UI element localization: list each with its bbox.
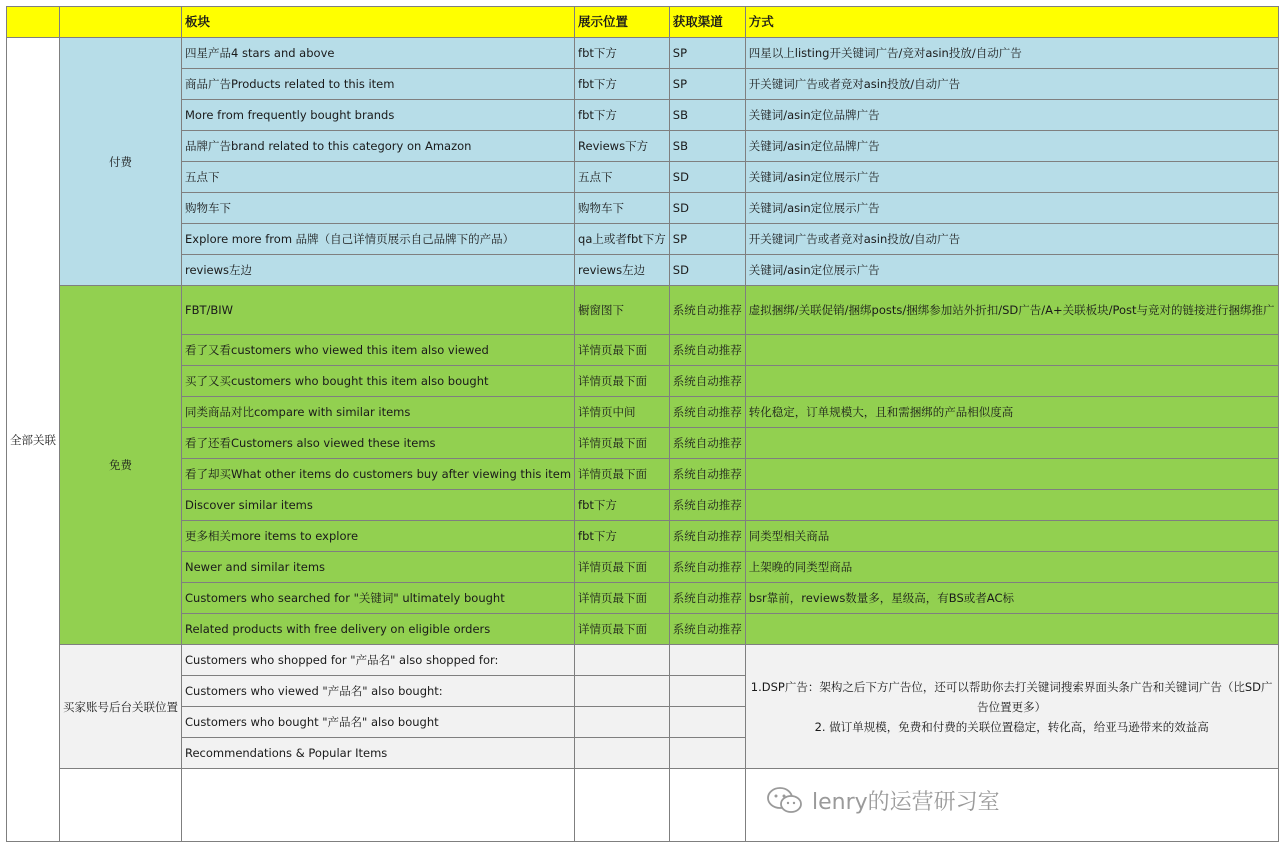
position-cell: 详情页最下面 [575,583,670,614]
buyer-method-cell: 1.DSP广告：架构之后下方广告位，还可以帮助你去打关键词搜索界面头条广告和关键词广告（比SD广告位置更多） 2. 做订单规模，免费和付费的关联位置稳定，转化高，给亚马逊带来的效益高 [745,645,1278,769]
table-row [7,614,1279,645]
method-cell: 关键词/asin定位品牌广告 [745,131,1278,162]
table-row [7,490,1279,521]
block-cell: 看了又看customers who viewed this item also viewed [182,335,575,366]
block-cell: 商品广告Products related to this item [182,69,575,100]
position-cell: fbt下方 [575,38,670,69]
channel-cell: SP [669,69,745,100]
block-cell: 同类商品对比compare with similar items [182,397,575,428]
channel-cell: SD [669,193,745,224]
position-cell: 详情页最下面 [575,335,670,366]
method-cell: 上架晚的同类型商品 [745,552,1278,583]
block-cell: Newer and similar items [182,552,575,583]
channel-cell: SP [669,224,745,255]
block-cell: Customers who bought "产品名" also bought [182,707,575,738]
channel-cell: 系统自动推荐 [669,552,745,583]
table-row [7,255,1279,286]
group-all-cell: 全部关联 [7,38,60,842]
channel-cell: 系统自动推荐 [669,286,745,335]
method-cell: 同类型相关商品 [745,521,1278,552]
block-cell: 购物车下 [182,193,575,224]
method-cell [745,614,1278,645]
position-cell: 购物车下 [575,193,670,224]
table-row [7,193,1279,224]
empty-cell [575,769,670,842]
channel-cell [669,645,745,676]
position-cell: 详情页最下面 [575,366,670,397]
method-cell [745,490,1278,521]
channel-cell [669,676,745,707]
header-position: 展示位置 [575,7,670,38]
table-row [7,38,1279,69]
method-cell [745,335,1278,366]
table-row [7,286,1279,335]
position-cell [575,676,670,707]
empty-cell [60,769,182,842]
block-cell: 看了却买What other items do customers buy after viewing this item [182,459,575,490]
position-cell [575,645,670,676]
method-cell [745,428,1278,459]
position-cell: 详情页中间 [575,397,670,428]
empty-row [7,769,1279,842]
table-row [7,366,1279,397]
table-row [7,100,1279,131]
channel-cell: SD [669,255,745,286]
position-cell: reviews左边 [575,255,670,286]
paid-label-cell: 付费 [60,38,182,286]
method-cell: 四星以上listing开关键词广告/竞对asin投放/自动广告 [745,38,1278,69]
position-cell: 详情页最下面 [575,459,670,490]
table-row [7,335,1279,366]
method-cell: 开关键词广告或者竞对asin投放/自动广告 [745,69,1278,100]
block-cell: 五点下 [182,162,575,193]
method-cell: 开关键词广告或者竞对asin投放/自动广告 [745,224,1278,255]
table-row [7,131,1279,162]
channel-cell: 系统自动推荐 [669,428,745,459]
block-cell: 买了又买customers who bought this item also bought [182,366,575,397]
header-block: 板块 [182,7,575,38]
channel-cell: 系统自动推荐 [669,397,745,428]
table-row [7,69,1279,100]
table-row [7,552,1279,583]
position-cell [575,738,670,769]
table-row [7,428,1279,459]
position-cell: qa上或者fbt下方 [575,224,670,255]
method-cell: bsr靠前，reviews数量多，星级高，有BS或者AC标 [745,583,1278,614]
table-row [7,397,1279,428]
method-cell: 关键词/asin定位展示广告 [745,255,1278,286]
channel-cell: 系统自动推荐 [669,490,745,521]
block-cell: Related products with free delivery on eligible orders [182,614,575,645]
watermark [766,785,1000,816]
position-cell: fbt下方 [575,69,670,100]
table-row [7,645,1279,676]
method-cell: 虚拟捆绑/关联促销/捆绑posts/捆绑参加站外折扣/SD广告/A+关联板块/Post与竞对的链接进行捆绑推广 [745,286,1278,335]
block-cell: reviews左边 [182,255,575,286]
channel-cell: 系统自动推荐 [669,521,745,552]
block-cell: 四星产品4 stars and above [182,38,575,69]
block-cell: Recommendations & Popular Items [182,738,575,769]
position-cell: Reviews下方 [575,131,670,162]
position-cell: 详情页最下面 [575,552,670,583]
position-cell: 详情页最下面 [575,428,670,459]
method-cell [745,459,1278,490]
header-channel: 获取渠道 [669,7,745,38]
channel-cell [669,707,745,738]
method-cell: 转化稳定，订单规模大，且和需捆绑的产品相似度高 [745,397,1278,428]
block-cell: Customers who searched for "关键词" ultimately bought [182,583,575,614]
channel-cell: SP [669,38,745,69]
position-cell: fbt下方 [575,490,670,521]
wechat-icon [766,786,804,816]
header-method: 方式 [745,7,1278,38]
channel-cell [669,738,745,769]
watermark-text: lenry的运营研习室 [812,790,1000,815]
block-cell: Customers who viewed "产品名" also bought: [182,676,575,707]
position-cell [575,707,670,738]
channel-cell: SB [669,131,745,162]
position-cell: fbt下方 [575,521,670,552]
channel-cell: 系统自动推荐 [669,366,745,397]
channel-cell: SD [669,162,745,193]
channel-cell: 系统自动推荐 [669,583,745,614]
free-label-cell: 免费 [60,286,182,645]
block-cell: 看了还看Customers also viewed these items [182,428,575,459]
block-cell: More from frequently bought brands [182,100,575,131]
association-table [6,6,1279,842]
block-cell: 更多相关more items to explore [182,521,575,552]
method-cell: 关键词/asin定位品牌广告 [745,100,1278,131]
channel-cell: 系统自动推荐 [669,614,745,645]
method-cell: 关键词/asin定位展示广告 [745,162,1278,193]
block-cell: Discover similar items [182,490,575,521]
position-cell: 详情页最下面 [575,614,670,645]
block-cell: Explore more from 品牌（自己详情页展示自己品牌下的产品） [182,224,575,255]
channel-cell: 系统自动推荐 [669,335,745,366]
method-cell: 关键词/asin定位展示广告 [745,193,1278,224]
position-cell: 五点下 [575,162,670,193]
header-blank-1 [7,7,60,38]
block-cell: Customers who shopped for "产品名" also shopped for: [182,645,575,676]
position-cell: 橱窗图下 [575,286,670,335]
block-cell: FBT/BIW [182,286,575,335]
header-blank-2 [60,7,182,38]
empty-cell [182,769,575,842]
block-cell: 品牌广告brand related to this category on Amazon [182,131,575,162]
table-row [7,459,1279,490]
header-row [7,7,1279,38]
empty-cell [669,769,745,842]
method-cell [745,366,1278,397]
position-cell: fbt下方 [575,100,670,131]
channel-cell: SB [669,100,745,131]
table-row [7,583,1279,614]
table-row [7,162,1279,193]
table-row [7,224,1279,255]
channel-cell: 系统自动推荐 [669,459,745,490]
buyer-label-cell: 买家账号后台关联位置 [60,645,182,769]
table-row [7,521,1279,552]
